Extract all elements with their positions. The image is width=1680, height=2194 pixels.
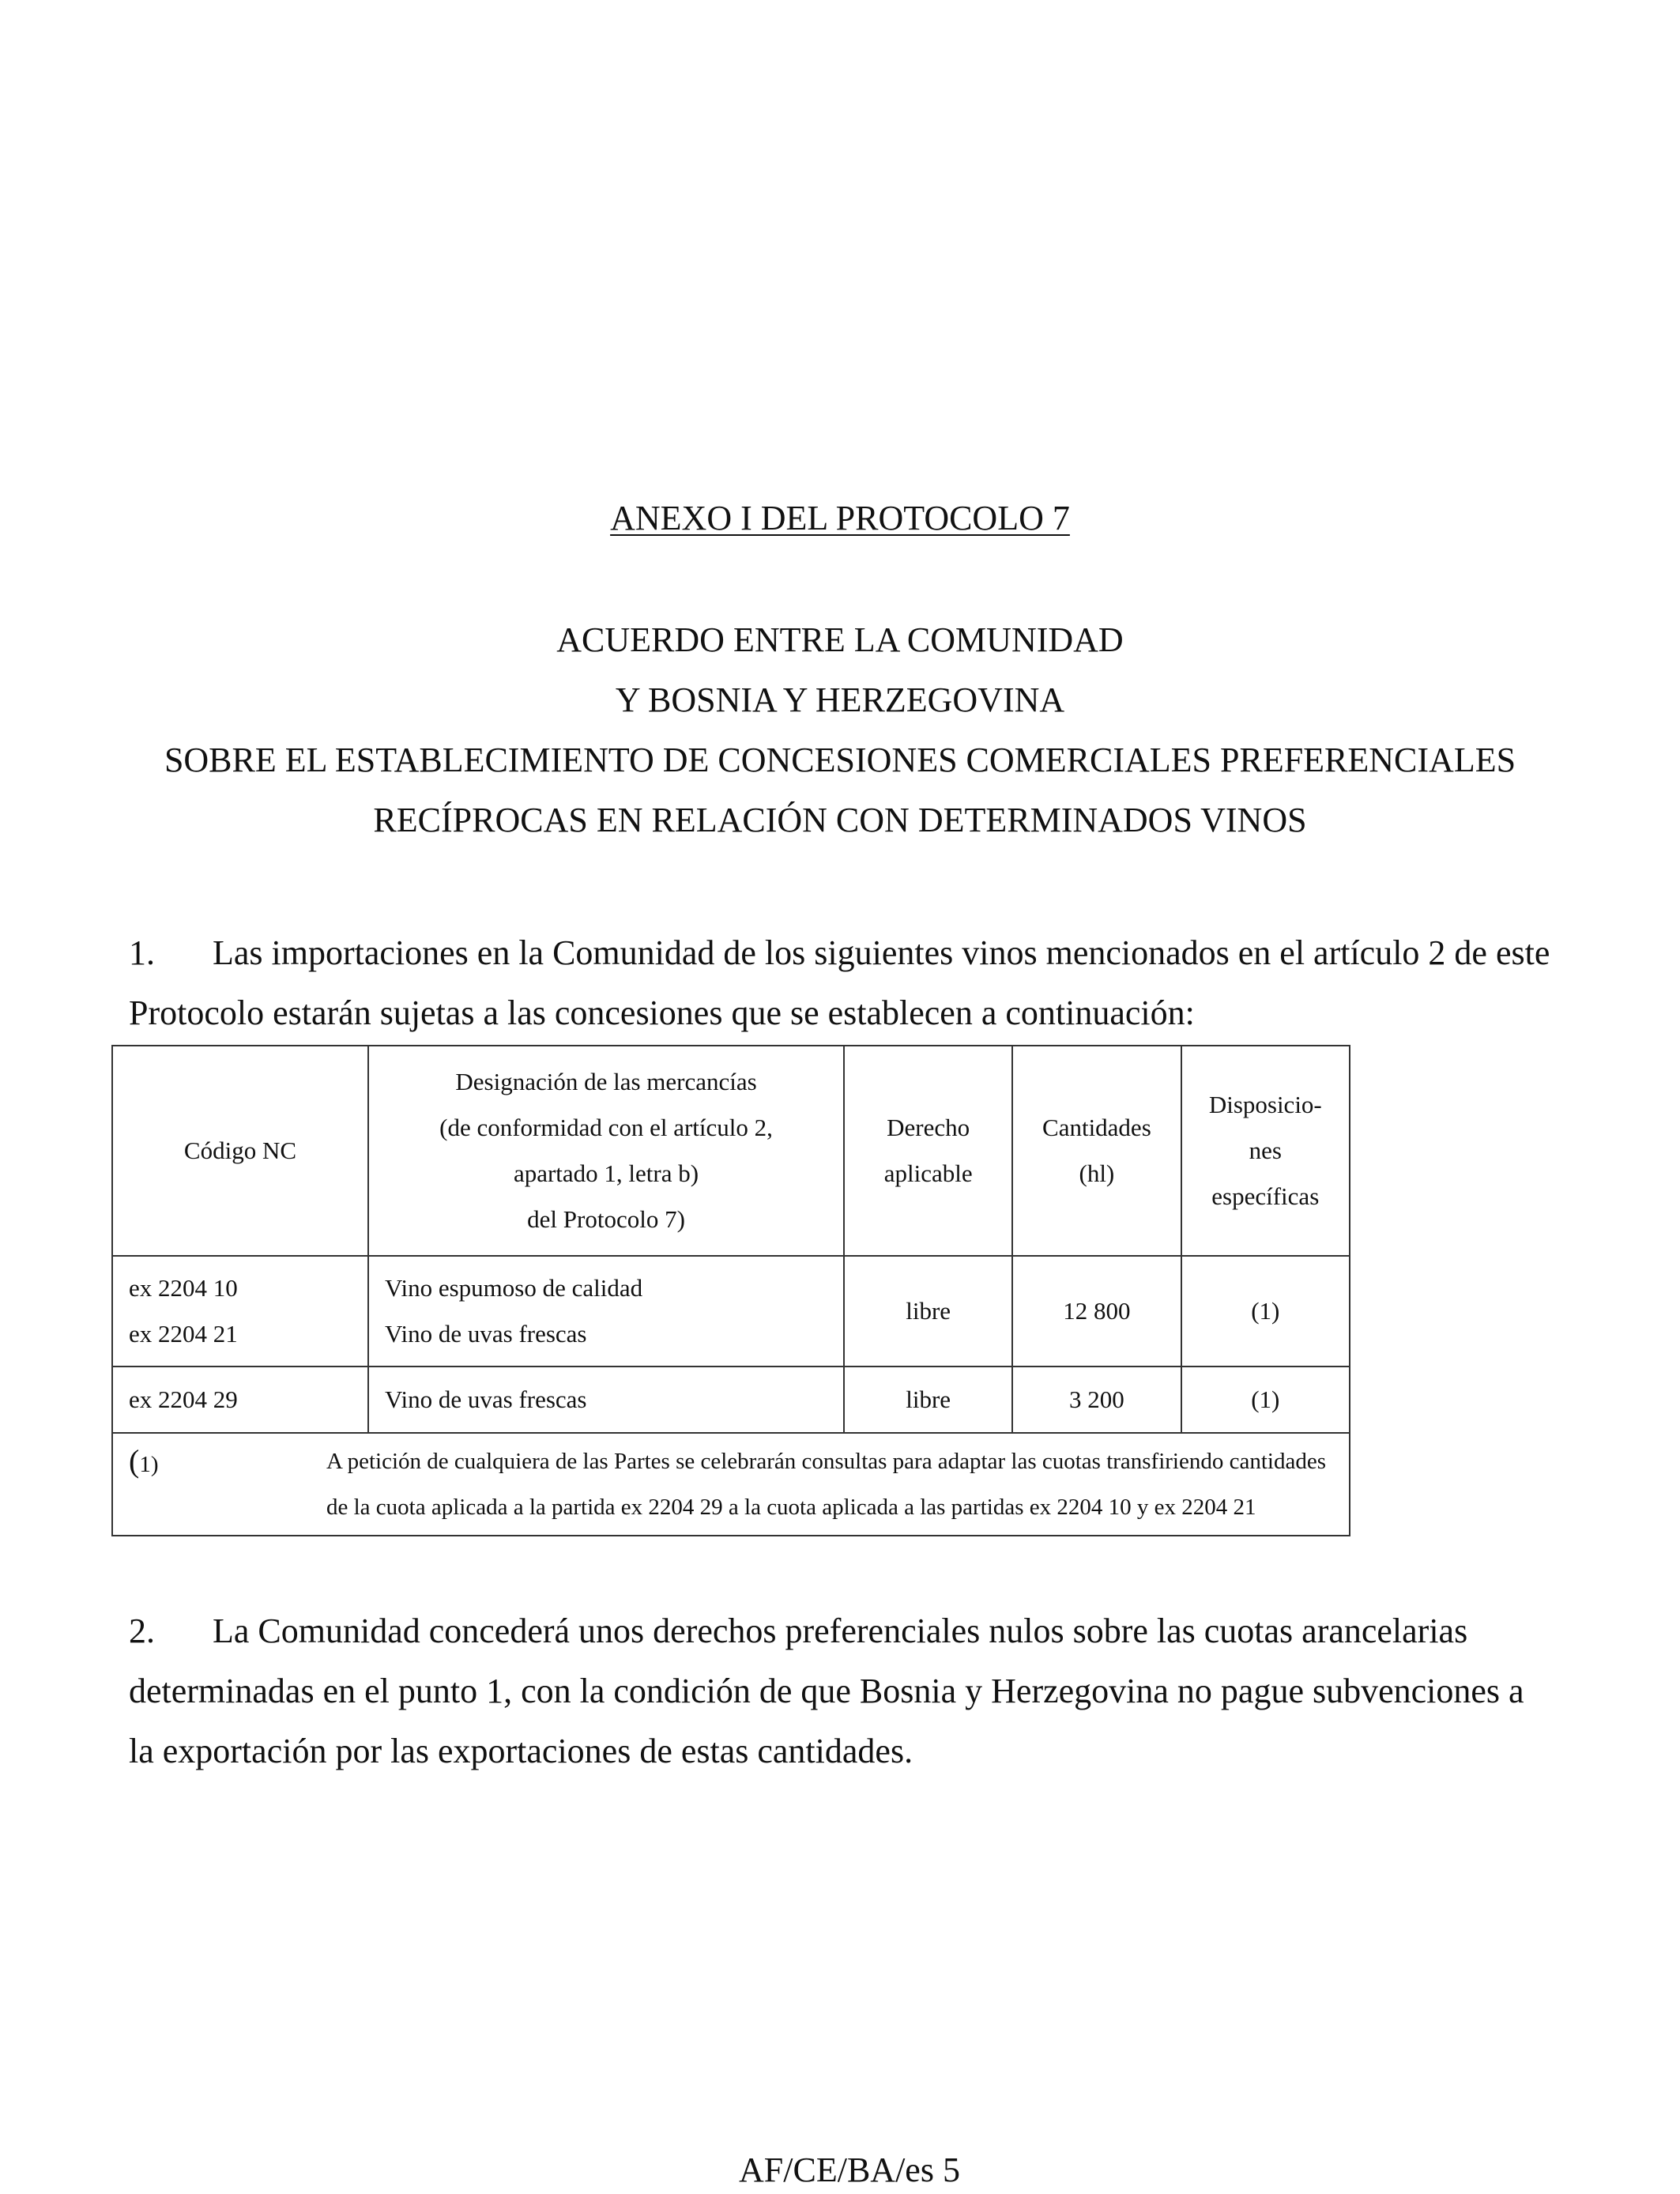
paragraph-text: Las importaciones en la Comunidad de los siguientes vinos mencionados en el artículo 2 de este Protocolo estarán sujetas a las concesiones que se establecen a continuación: [129, 933, 1550, 1032]
cell-provision: (1) [1181, 1367, 1350, 1433]
footnote-text: A petición de cualquiera de las Partes se celebrarán consultas para adaptar las cuotas transfiriendo cantidades de la cuota aplicada a la partida ex 2204 29 a la cuota aplicada a las partidas ex 2204 10 y ex 2204 21 [326, 1449, 1326, 1520]
header-duty: Derecho aplicable [844, 1046, 1012, 1256]
table-row [112, 1256, 1350, 1367]
heading-line: ACUERDO ENTRE LA COMUNIDAD [556, 620, 1124, 659]
heading-line: Y BOSNIA Y HERZEGOVINA [615, 680, 1065, 719]
cell-designations: Vino de uvas frescas [368, 1367, 844, 1433]
table-header-row [112, 1046, 1350, 1256]
paragraph-number: 1. [129, 933, 155, 972]
paragraph-2 [129, 1601, 1551, 1781]
cell-designations: Vino espumoso de calidad Vino de uvas frescas [368, 1256, 844, 1367]
cell-quantity: 12 800 [1012, 1256, 1181, 1367]
cell-quantity: 3 200 [1012, 1367, 1181, 1433]
wine-concessions-table [111, 1045, 1350, 1536]
heading-line: RECÍPROCAS EN RELACIÓN CON DETERMINADOS VINOS [373, 801, 1307, 839]
page-footer: AF/CE/BA/es 5 [739, 2151, 960, 2189]
annex-title: ANEXO I DEL PROTOCOLO 7 [610, 499, 1070, 537]
cell-duty: libre [844, 1256, 1012, 1367]
header-provisions: Disposicio- nes específicas [1181, 1046, 1350, 1256]
header-quantities: Cantidades (hl) [1012, 1046, 1181, 1256]
table-footnote-row [112, 1433, 1350, 1536]
paragraph-text: La Comunidad concederá unos derechos preferenciales nulos sobre las cuotas arancelarias determinadas en el punto 1, con la condición de que Bosnia y Herzegovina no pague subvenciones a la exportación por las exportaciones de estas cantidades. [129, 1612, 1524, 1770]
cell-provision: (1) [1181, 1256, 1350, 1367]
header-designation: Designación de las mercancías (de conformidad con el artículo 2, apartado 1, letra b) del Protocolo 7) [368, 1046, 844, 1256]
cell-codes: ex 2204 10 ex 2204 21 [112, 1256, 368, 1367]
cell-duty: libre [844, 1367, 1012, 1433]
table-footnote [112, 1433, 1350, 1536]
header-code: Código NC [112, 1046, 368, 1256]
paragraph-1 [129, 923, 1551, 1043]
table-row [112, 1367, 1350, 1433]
footnote-marker: (1) [129, 1443, 159, 1479]
paragraph-number: 2. [129, 1612, 155, 1650]
agreement-heading [0, 618, 1680, 858]
heading-line: SOBRE EL ESTABLECIMIENTO DE CONCESIONES COMERCIALES PREFERENCIALES [164, 741, 1516, 779]
cell-codes: ex 2204 29 [112, 1367, 368, 1433]
